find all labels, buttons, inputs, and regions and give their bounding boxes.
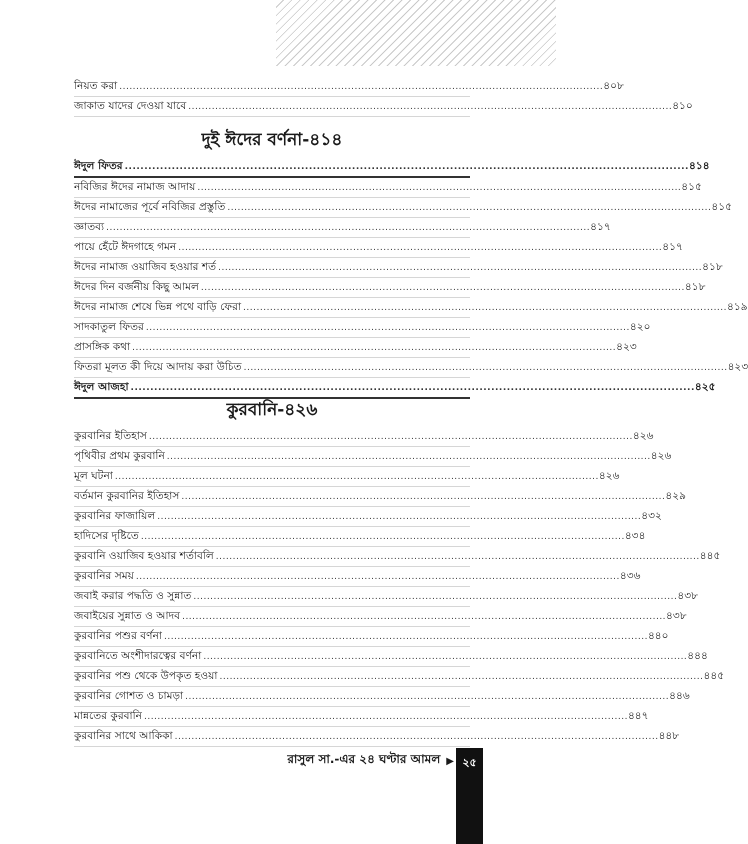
toc-entry-title: মূল ঘটনা	[74, 470, 113, 482]
toc-entry-page: ৪৪৪	[687, 650, 708, 662]
toc-row[interactable]	[74, 427, 654, 447]
toc-leader-dots: ................................................................................................................................................	[132, 343, 617, 353]
toc-leader-dots: ................................................................................................................................................	[143, 712, 628, 722]
toc-entry-title: ঈদের নামাজের পূর্বে নবিজির প্রস্তুতি	[74, 201, 226, 213]
toc-entry-page: ৪১৭	[590, 221, 611, 233]
toc-entry-title: কুরবানির পশু থেকে উপকৃত হওয়া	[74, 670, 218, 682]
toc-leader-dots: ................................................................................................................................................	[200, 283, 685, 293]
page-number: ২৫	[462, 756, 477, 769]
toc-row[interactable]	[74, 278, 706, 298]
toc-entry-page: ৪১৫	[711, 201, 732, 213]
toc-leader-dots: ................................................................................................................................................	[124, 162, 689, 172]
toc-entry-page: ৪১৮	[684, 281, 706, 293]
toc-entry-page: ৪৪৮	[658, 730, 680, 742]
toc-entry-page: ৪১৮	[702, 261, 723, 273]
toc-leader-dots: ................................................................................................................................................	[243, 363, 728, 373]
toc-row[interactable]	[74, 447, 672, 467]
toc-leader-dots: ................................................................................................................................................	[119, 82, 604, 92]
toc-row[interactable]	[74, 178, 702, 198]
toc-leader-dots: ................................................................................................................................................	[174, 732, 659, 742]
running-footer	[287, 752, 454, 770]
toc-entry-title: জবাই করার পদ্ধতি ও সুন্নাত	[74, 590, 192, 602]
toc-row[interactable]	[74, 587, 698, 607]
toc-row[interactable]	[74, 467, 620, 487]
toc-entry-page: ৪৩৮	[666, 610, 687, 622]
toc-entry-title: কুরবানির সাথে আকিকা	[74, 730, 173, 742]
toc-entry-page: ৪৪০	[647, 630, 669, 642]
section-heading: কুরবানি-৪২৬	[226, 400, 318, 420]
toc-leader-dots: ................................................................................................................................................	[181, 492, 666, 502]
toc-leader-dots: ................................................................................................................................................	[203, 652, 688, 662]
toc-leader-dots: ................................................................................................................................................	[140, 532, 625, 542]
toc-top-list	[74, 77, 693, 117]
toc-entry-page: ৪২৩	[616, 341, 637, 353]
toc-row[interactable]	[74, 338, 637, 358]
toc-row[interactable]	[74, 157, 710, 178]
toc-entry-page: ৪২০	[629, 321, 651, 333]
toc-entry-page: ৪৪৭	[627, 710, 649, 722]
triangle-right-icon: ▶	[446, 755, 454, 767]
toc-entry-title: কুরবানিতে অংশীদারত্বের বর্ণনা	[74, 650, 202, 662]
book-title: রাসুল সা.-এর ২৪ ঘণ্টার আমল	[287, 752, 441, 766]
toc-entry-title: জাকাত যাদের দেওয়া যাবে	[74, 100, 187, 112]
toc-leader-dots: ................................................................................................................................................	[106, 223, 591, 233]
toc-row[interactable]	[74, 218, 611, 238]
toc-leader-dots: ................................................................................................................................................	[148, 432, 633, 442]
toc-entry-title: জ্ঞাতব্য	[74, 221, 105, 233]
toc-leader-dots: ................................................................................................................................................	[185, 692, 670, 702]
toc-entry-title: ঈদুল ফিতর	[74, 160, 123, 172]
toc-leader-dots: ................................................................................................................................................	[188, 102, 673, 112]
toc-leader-dots: ................................................................................................................................................	[145, 323, 630, 333]
toc-entry-page: ৪২৬	[598, 470, 620, 482]
toc-entry-page: ৪২৫	[694, 381, 716, 393]
toc-row[interactable]	[74, 487, 686, 507]
toc-row[interactable]	[74, 507, 662, 527]
toc-leader-dots: ................................................................................................................................................	[114, 472, 599, 482]
toc-entry-page: ৪১৪	[688, 160, 710, 172]
section-heading: দুই ঈদের বর্ণনা-৪১৪	[201, 130, 343, 150]
toc-row[interactable]	[74, 627, 669, 647]
toc-entry-page: ৪১০	[672, 100, 693, 112]
toc-entry-title: হাদিসের দৃষ্টিতে	[74, 530, 139, 542]
toc-row[interactable]	[74, 258, 723, 278]
toc-entry-title: কুরবানির গোশত ও চামড়া	[74, 690, 184, 702]
toc-entry-title: কুরবানির সময়	[74, 570, 134, 582]
toc-entry-title: জবাইয়ের সুন্নাত ও আদব	[74, 610, 181, 622]
toc-entry-page: ৪৪৬	[669, 690, 690, 702]
toc-row[interactable]	[74, 97, 693, 117]
toc-row[interactable]	[74, 687, 690, 707]
toc-entry-title: বর্তমান কুরবানির ইতিহাস	[74, 490, 180, 502]
toc-entry-title: নিয়ত করা	[74, 80, 118, 92]
toc-leader-dots: ................................................................................................................................................	[218, 263, 703, 273]
toc-row[interactable]	[74, 647, 708, 667]
toc-entry-title: পৃথিবীর প্রথম কুরবানি	[74, 450, 165, 462]
toc-row[interactable]	[74, 198, 732, 218]
toc-leader-dots: ................................................................................................................................................	[178, 243, 663, 253]
toc-leader-dots: ................................................................................................................................................	[166, 452, 651, 462]
toc-row[interactable]	[74, 298, 748, 318]
toc-entry-page: ৪২৬	[650, 450, 672, 462]
toc-row[interactable]	[74, 77, 624, 97]
toc-entry-page: ৪১৫	[681, 181, 702, 193]
toc-entry-title: ঈদের দিন বর্জনীয় কিছু আমল	[74, 281, 199, 293]
toc-entry-page: ৪২৩	[727, 361, 748, 373]
toc-entry-page: ৪১৭	[662, 241, 683, 253]
toc-row[interactable]	[74, 527, 646, 547]
toc-entry-page: ৪৩৪	[624, 530, 646, 542]
toc-entry-title: ফিতরা মূলত কী দিয়ে আদায় করা উচিত	[74, 361, 242, 373]
toc-row[interactable]	[74, 238, 683, 258]
toc-section-eid	[74, 123, 748, 399]
toc-entry-title: নবিজির ঈদের নামাজ আদায়	[74, 181, 196, 193]
toc-leader-dots: ................................................................................................................................................	[130, 383, 695, 393]
toc-row[interactable]	[74, 567, 641, 587]
decorative-hatch-pattern	[276, 0, 556, 66]
toc-row[interactable]	[74, 707, 649, 727]
toc-entry-title: কুরবানির পশুর বর্ণনা	[74, 630, 162, 642]
toc-entry-title: কুরবানি ওয়াজিব হওয়ার শর্তাবলি	[74, 550, 214, 562]
toc-leader-dots: ................................................................................................................................................	[135, 572, 620, 582]
toc-entry-page: ৪৪৫	[703, 670, 725, 682]
toc-entry-title: ঈদের নামাজ ওয়াজিব হওয়ার শর্ত	[74, 261, 217, 273]
toc-entry-page: ৪০৮	[603, 80, 624, 92]
toc-entry-page: ৪৩৮	[677, 590, 698, 602]
toc-entry-title: প্রাসঙ্গিক কথা	[74, 341, 131, 353]
toc-leader-dots: ................................................................................................................................................	[163, 632, 648, 642]
toc-leader-dots: ................................................................................................................................................	[219, 672, 704, 682]
toc-leader-dots: ................................................................................................................................................	[193, 592, 678, 602]
toc-leader-dots: ................................................................................................................................................	[197, 183, 682, 193]
toc-entry-page: ৪৩২	[641, 510, 662, 522]
toc-row[interactable]	[74, 667, 725, 687]
toc-leader-dots: ................................................................................................................................................	[215, 552, 700, 562]
toc-leader-dots: ................................................................................................................................................	[243, 303, 728, 313]
toc-leader-dots: ................................................................................................................................................	[227, 203, 712, 213]
toc-entry-title: মান্নতের কুরবানি	[74, 710, 142, 722]
toc-entry-page: ৪৪৫	[699, 550, 721, 562]
toc-entry-page: ৪১৯	[727, 301, 748, 313]
toc-leader-dots: ................................................................................................................................................	[182, 612, 667, 622]
toc-entry-title: ঈদুল আজহা	[74, 381, 129, 393]
toc-section-qurbani	[74, 393, 725, 747]
page-number-tab	[456, 748, 483, 844]
toc-entry-title: কুরবানির ইতিহাস	[74, 430, 147, 442]
toc-row[interactable]	[74, 547, 721, 567]
toc-entry-title: কুরবানির ফাজায়িল	[74, 510, 156, 522]
toc-row[interactable]	[74, 318, 651, 338]
toc-entry-title: পায়ে হেঁটে ঈদগাহে গমন	[74, 241, 177, 253]
toc-entry-page: ৪২৬	[632, 430, 654, 442]
toc-entry-title: সাদকাতুল ফিতর	[74, 321, 144, 333]
toc-entry-page: ৪২৯	[665, 490, 686, 502]
toc-entry-title: ঈদের নামাজ শেষে ভিন্ন পথে বাড়ি ফেরা	[74, 301, 242, 313]
toc-leader-dots: ................................................................................................................................................	[157, 512, 642, 522]
toc-row[interactable]	[74, 727, 680, 747]
toc-row[interactable]	[74, 358, 748, 378]
toc-row[interactable]	[74, 607, 687, 627]
toc-entry-page: ৪৩৬	[619, 570, 641, 582]
